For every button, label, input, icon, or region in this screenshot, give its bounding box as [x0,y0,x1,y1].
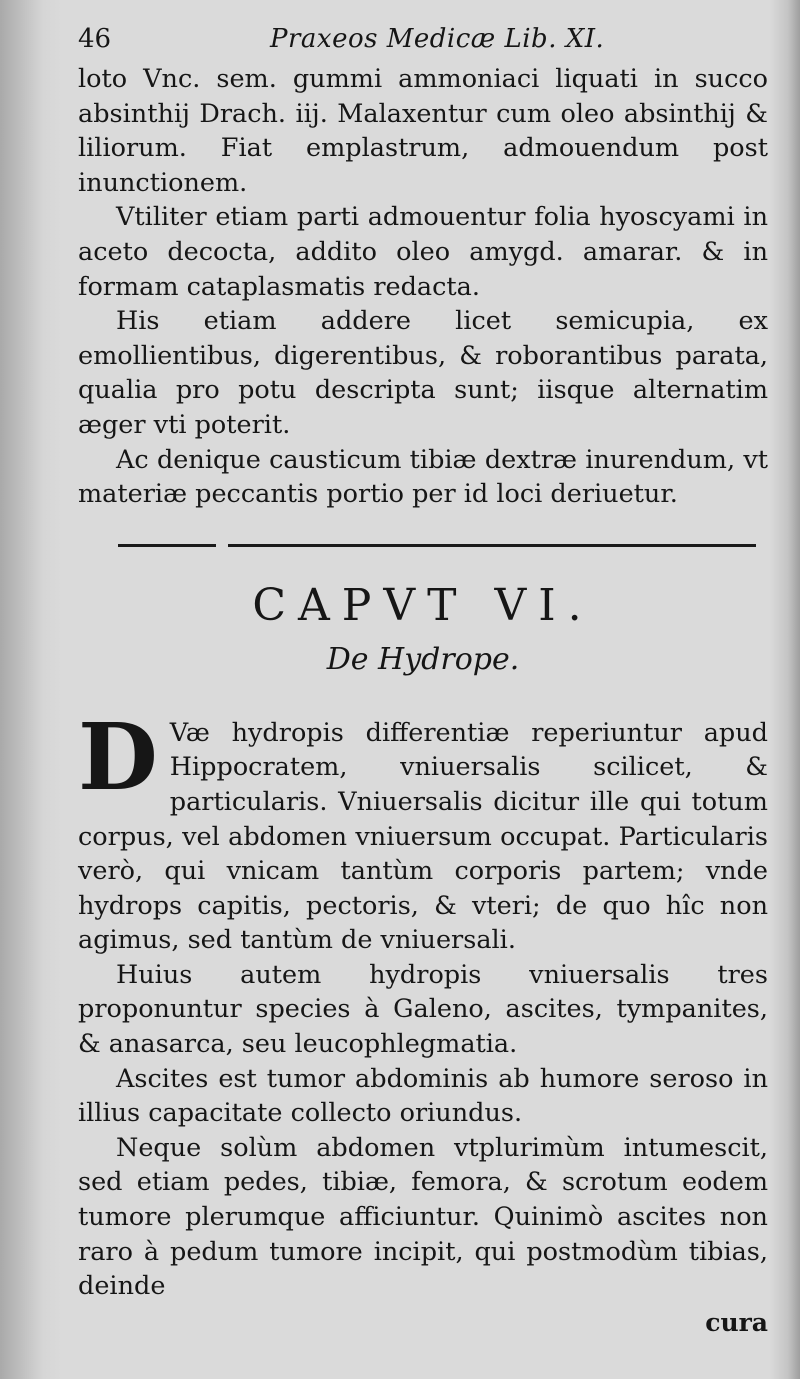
paragraph-hyoscyamus: Vtiliter etiam parti admouentur folia hyoscyami in aceto decocta, addito oleo amygd. amarar. & in formam cataplasmatis redacta. [78,202,768,302]
section-divider [78,528,768,568]
chapter-subtitle: De Hydrope. [326,641,520,677]
running-title: Praxeos Medicæ Lib. XI. [270,24,605,54]
page-content [78,14,768,1342]
paragraph-ascites-definition: Ascites est tumor abdominis ab humore seroso in illius capacitate collecto oriundus. [78,1063,768,1129]
page-gutter-shadow [0,0,62,1379]
paragraph-hydrops-differentiae: Væ hydropis differentiæ reperiuntur apud Hippocratem, vniuersalis scilicet, & particularis. Vniuersalis dicitur ille qui totum corpus, vel abdomen vniuersum occupat. Particularis verò, qui vnicam tantùm corporis partem; vnde hydrops capitis, pectoris, & vteri; de quo hîc non agimus, sed tantùm de vniuersali. [78,717,768,956]
page-edge-shadow [770,0,800,1379]
paragraph-semicupia: His etiam addere licet semicupia, ex emollientibus, digerentibus, & roborantibus parata, qualia pro potu descripta sunt; iisque alternatim æger vti poterit. [78,306,768,440]
paragraph-ascites-extent: Neque solùm abdomen vtplurimùm intumescit, sed etiam pedes, tibiæ, femora, & scrotum eodem tumore plerumque afficiuntur. Quinimò ascites non raro à pedum tumore incipit, qui postmodùm tibias, deinde [78,1132,768,1302]
divider-rule-long [228,544,756,547]
drop-cap: D [78,702,158,811]
catchword-row [78,1304,768,1342]
divider-rule-short [118,544,216,547]
catchword: cura [705,1307,768,1337]
paragraph-continuation: loto Vnc. sem. gummi ammoniaci liquati in succo absinthij Drach. iij. Malaxentur cum oleo absinthij & liliorum. Fiat emplastrum, admouendum post inunctionem. [78,64,768,198]
paragraph-species: Huius autem hydropis vniuersalis tres proponuntur species à Galeno, ascites, tympanites, & anasarca, seu leucophlegmatia. [78,959,768,1060]
page-number: 46 [78,24,112,54]
chapter-title: CAPVT VI. [252,579,594,631]
paragraph-causticum: Ac denique causticum tibiæ dextræ inurendum, vt materiæ peccantis portio per id loci deriuetur. [78,444,768,510]
running-head [78,14,768,62]
chapter-first-paragraph [78,702,768,958]
